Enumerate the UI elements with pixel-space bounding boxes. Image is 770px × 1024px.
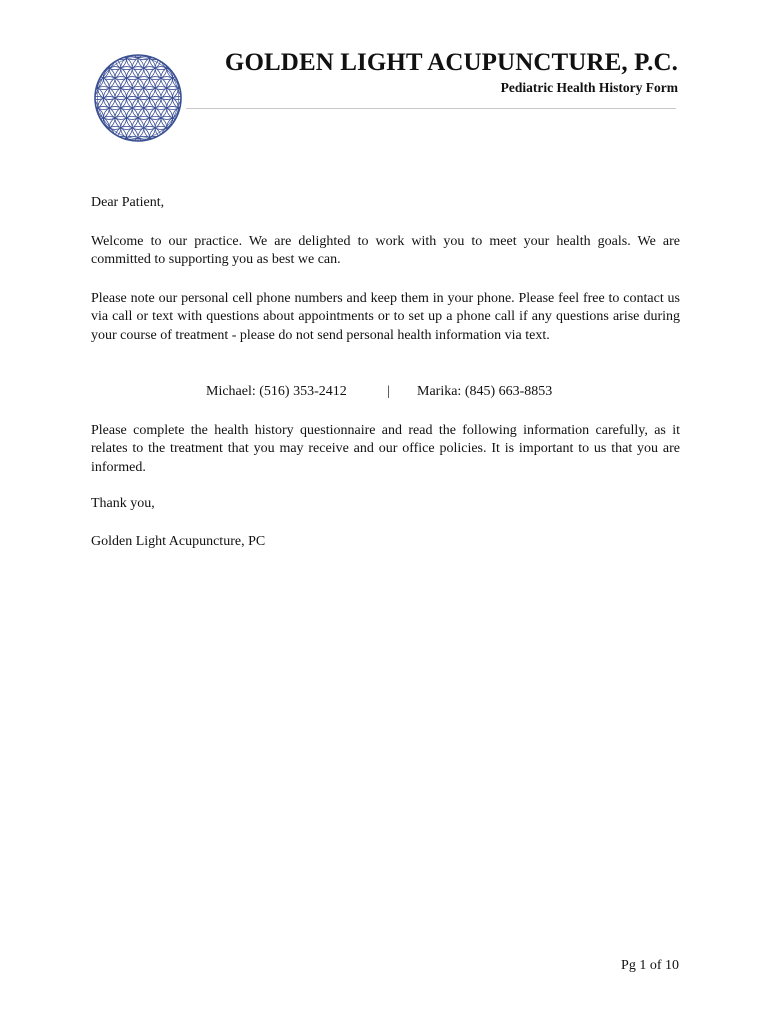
closing-line: Thank you, [91,496,155,511]
contact-michael: Michael: (516) 353-2412 [206,384,347,399]
page-number: Pg 1 of 10 [621,958,679,973]
form-subtitle: Pediatric Health History Form [500,80,678,95]
phone-note-paragraph: Please note our personal cell phone numbers and keep them in your phone. Please feel free to contact us via call or text with questions about appointments or to set up a phone call if any questions arise during your course of treatment - please do not send personal health information via text. [91,291,680,343]
practice-title: GOLDEN LIGHT ACUPUNCTURE, P.C. [224,49,678,76]
contact-marika: Marika: (845) 663-8853 [417,384,553,399]
flower-of-life-logo [93,53,183,143]
header-divider [186,108,676,109]
instructions-paragraph: Please complete the health history questionnaire and read the following information carefully, as it relates to the treatment that you may receive and our office policies. It is important to us that you are informed. [91,423,680,475]
signature-line: Golden Light Acupuncture, PC [91,534,266,549]
welcome-paragraph: Welcome to our practice. We are delighted to work with you to meet your health goals. We are committed to supporting you as best we can. [91,234,680,268]
contact-separator: | [387,384,390,399]
salutation: Dear Patient, [91,195,165,210]
